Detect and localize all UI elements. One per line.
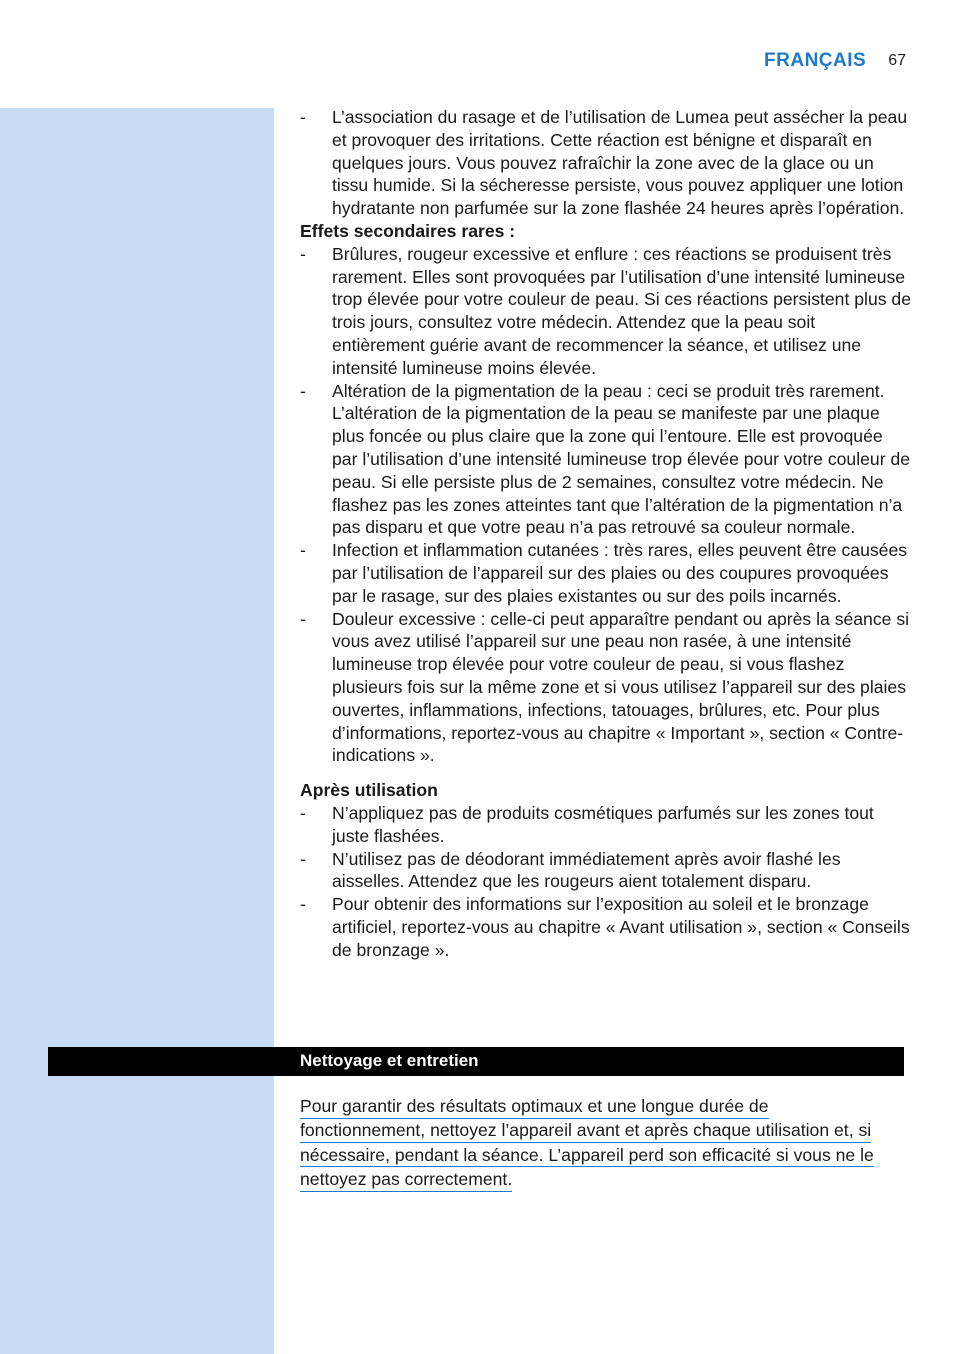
intro-list	[300, 106, 912, 220]
list-item: - Altération de la pigmentation de la peau : ceci se produit très rarement. L’altération de la pigmentation de la peau se manifeste par une plaque plus foncée ou plus claire que la zone qui l’entoure. Elle est provoquée par l’utilisation d’une intensité lumineuse trop élevée pour votre couleur de peau. Si elle persiste plus de 2 semaines, consultez votre médecin. Ne flashez pas les zones atteintes tant que l’altération de la pigmentation n’a pas disparu et que votre peau n’a pas retrouvé sa couleur normale.	[300, 380, 912, 540]
page-number: 67	[888, 52, 906, 69]
language-label: FRANÇAIS	[764, 50, 867, 71]
list-item: - Brûlures, rougeur excessive et enflure : ces réactions se produisent très rarement. Elles sont provoquées par l’utilisation d’une intensité lumineuse trop élevée pour votre couleur de peau. Si ces réactions persistent plus de trois jours, consultez votre médecin. Attendez que la peau soit entièrement guérie avant de recommencer la séance, et utilisez une intensité lumineuse moins élevée.	[300, 243, 912, 380]
list-item: - Douleur excessive : celle-ci peut apparaître pendant ou après la séance si vous avez utilisé l’appareil sur une peau non rasée, à une intensité lumineuse trop élevée pour votre couleur de peau, si vous flashez plusieurs fois sur la même zone et si vous utilisez l’appareil sur des plaies ouvertes, inflammations, infections, tatouages, brûlures, etc. Pour plus d’informations, reportez-vous au chapitre « Important », section « Contre-indications ».	[300, 608, 912, 768]
intro-line: fonctionnement, nettoyez l’appareil avant et après chaque utilisation et, si	[300, 1119, 871, 1143]
intro-line: Pour garantir des résultats optimaux et une longue durée de	[300, 1095, 769, 1119]
list-item: - L’association du rasage et de l’utilisation de Lumea peut assécher la peau et provoquer des irritations. Cette réaction est bénigne et disparaît en quelques jours. Vous pouvez rafraîchir la zone avec de la glace ou un tissu humide. Si la sécheresse persiste, vous pouvez appliquer une lotion hydratante non parfumée sur la zone flashée 24 heures après l’opération.	[300, 106, 912, 220]
list-item: - Infection et inflammation cutanées : très rares, elles peuvent être causées par l’utilisation de l’appareil sur des plaies ou des coupures provoquées par le rasage, sur des plaies existantes ou sur des poils incarnés.	[300, 539, 912, 607]
rare-effects-list	[300, 243, 912, 767]
page-header	[764, 46, 906, 76]
intro-line: nécessaire, pendant la séance. L’appareil perd son efficacité si vous ne le	[300, 1144, 874, 1168]
cleaning-intro	[300, 1095, 912, 1192]
after-use-heading: Après utilisation	[300, 780, 438, 801]
sidebar-panel	[0, 108, 274, 1354]
rare-effects-heading: Effets secondaires rares :	[300, 220, 516, 241]
list-item: - Pour obtenir des informations sur l’exposition au soleil et le bronzage artificiel, reportez-vous au chapitre « Avant utilisation », section « Conseils de bronzage ».	[300, 893, 912, 961]
list-item: - N’appliquez pas de produits cosmétiques parfumés sur les zones tout juste flashées.	[300, 802, 912, 848]
cleaning-section-title: Nettoyage et entretien	[300, 1051, 479, 1070]
after-use-list	[300, 802, 912, 962]
main-content	[300, 106, 912, 961]
section-title-bar	[48, 1047, 904, 1076]
list-item: - N’utilisez pas de déodorant immédiatement après avoir flashé les aisselles. Attendez que les rougeurs aient totalement disparu.	[300, 848, 912, 894]
intro-line: nettoyez pas correctement.	[300, 1168, 512, 1192]
